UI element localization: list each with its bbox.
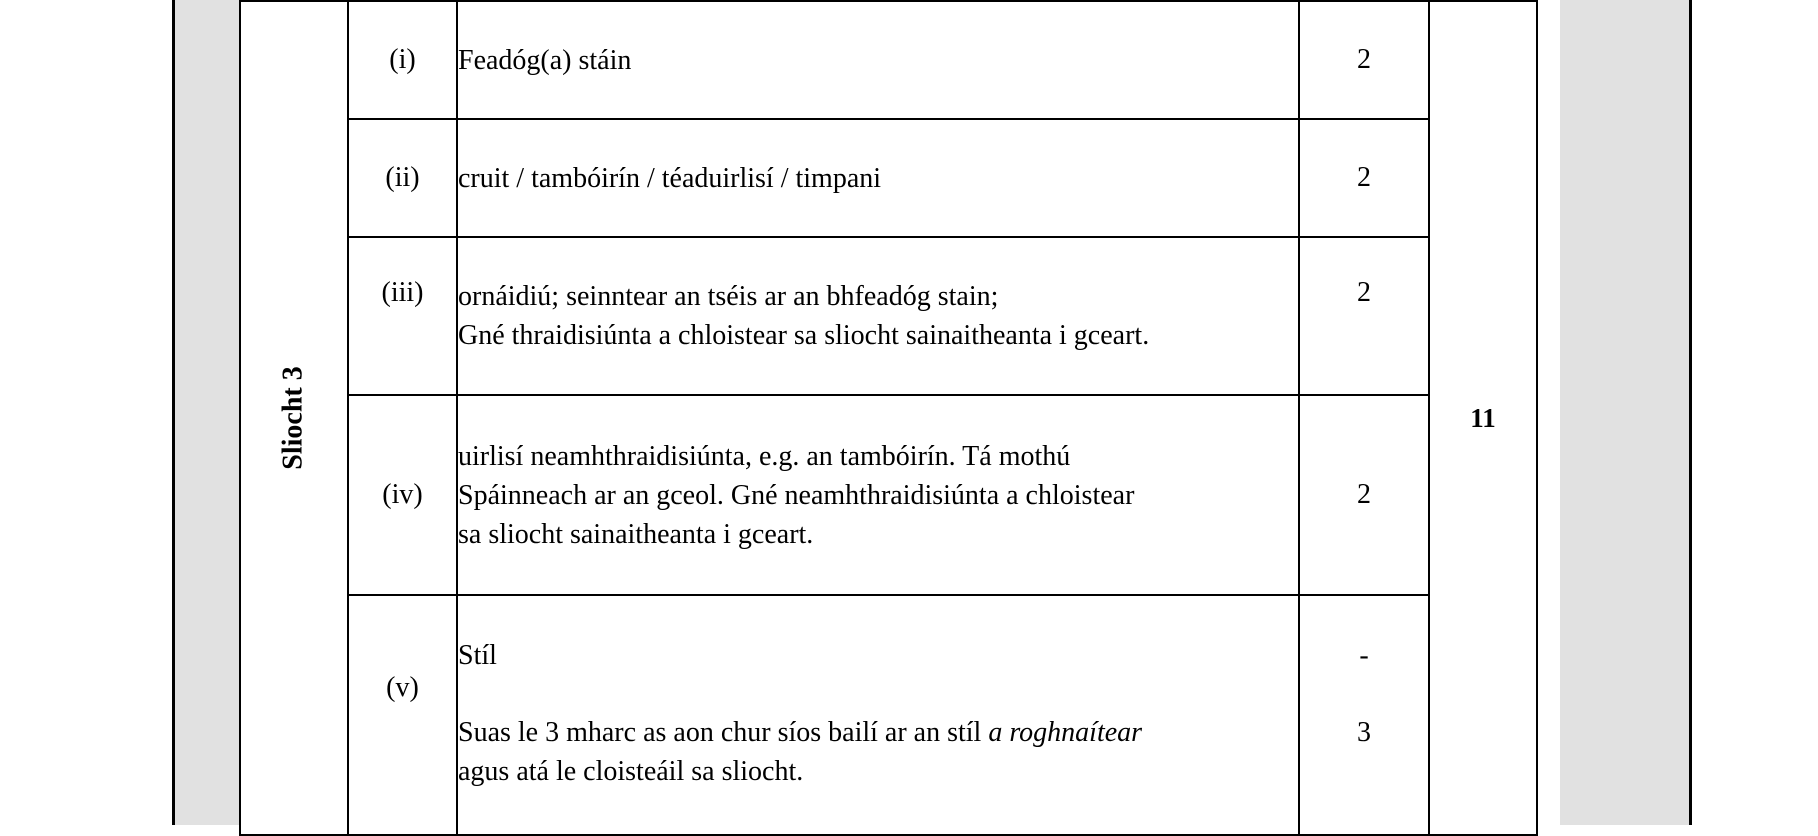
mark-scheme-table (239, 0, 1538, 836)
answer-line: Gné thraidisiúnta a chloistear sa sliocht sainaitheanta i gceart. (458, 320, 1150, 351)
answer-line: Spáinneach ar an gceol. Gné neamhthraidisiúnta a chloistear (458, 479, 1135, 511)
table-row (240, 119, 1537, 237)
answer-line: agus atá le cloisteáil sa sliocht. (458, 756, 804, 787)
section-label: Sliocht 3 (278, 366, 309, 470)
answer-text (457, 237, 1299, 395)
table-row (240, 395, 1537, 595)
marks-stack (1300, 636, 1428, 752)
table-row (240, 1, 1537, 119)
answer-text (457, 119, 1299, 237)
answer-line: sa sliocht sainaitheanta i gceart. (458, 518, 814, 550)
marks-value: 2 (1299, 395, 1429, 595)
answer-text (457, 595, 1299, 835)
answer-text-plain: Suas le 3 mharc as aon chur síos bailí ar an stíl (458, 717, 989, 748)
paragraph-gap (458, 675, 1298, 713)
marks-value: 2 (1299, 1, 1429, 119)
answer-text (457, 1, 1299, 119)
paragraph-gap (1300, 675, 1428, 713)
question-number: (iii) (348, 237, 457, 395)
question-number: (i) (348, 1, 457, 119)
question-number: (iv) (348, 395, 457, 595)
answer-heading: Stíl (458, 640, 497, 671)
frame-tick (1689, 590, 1692, 593)
answer-line: Feadóg(a) stáin (458, 44, 632, 76)
frame-tick (172, 590, 175, 593)
question-number: (ii) (348, 119, 457, 237)
marks-value: 2 (1299, 119, 1429, 237)
answer-line: uirlisí neamhthraidisiúnta, e.g. an tambóirín. Tá mothú (458, 440, 1071, 472)
table-row (240, 237, 1537, 395)
marks-heading-value: - (1359, 640, 1369, 671)
section-cell (240, 1, 348, 835)
table-row (240, 595, 1537, 835)
answer-line: cruit / tambóirín / téaduirlisí / timpani (458, 162, 882, 194)
marks-value: 2 (1299, 237, 1429, 395)
frame-tick (172, 235, 175, 238)
answer-text (457, 395, 1299, 595)
question-number: (v) (348, 595, 457, 835)
frame-tick (1689, 235, 1692, 238)
marks-value (1299, 595, 1429, 835)
answer-line: ornáidiú; seinntear an tséis ar an bhfeadóg stain; (458, 281, 999, 312)
total-marks: 11 (1429, 1, 1537, 835)
marks-value-main: 3 (1357, 717, 1371, 748)
answer-line (458, 713, 1298, 752)
answer-text-italic: a roghnaítear (988, 717, 1143, 748)
